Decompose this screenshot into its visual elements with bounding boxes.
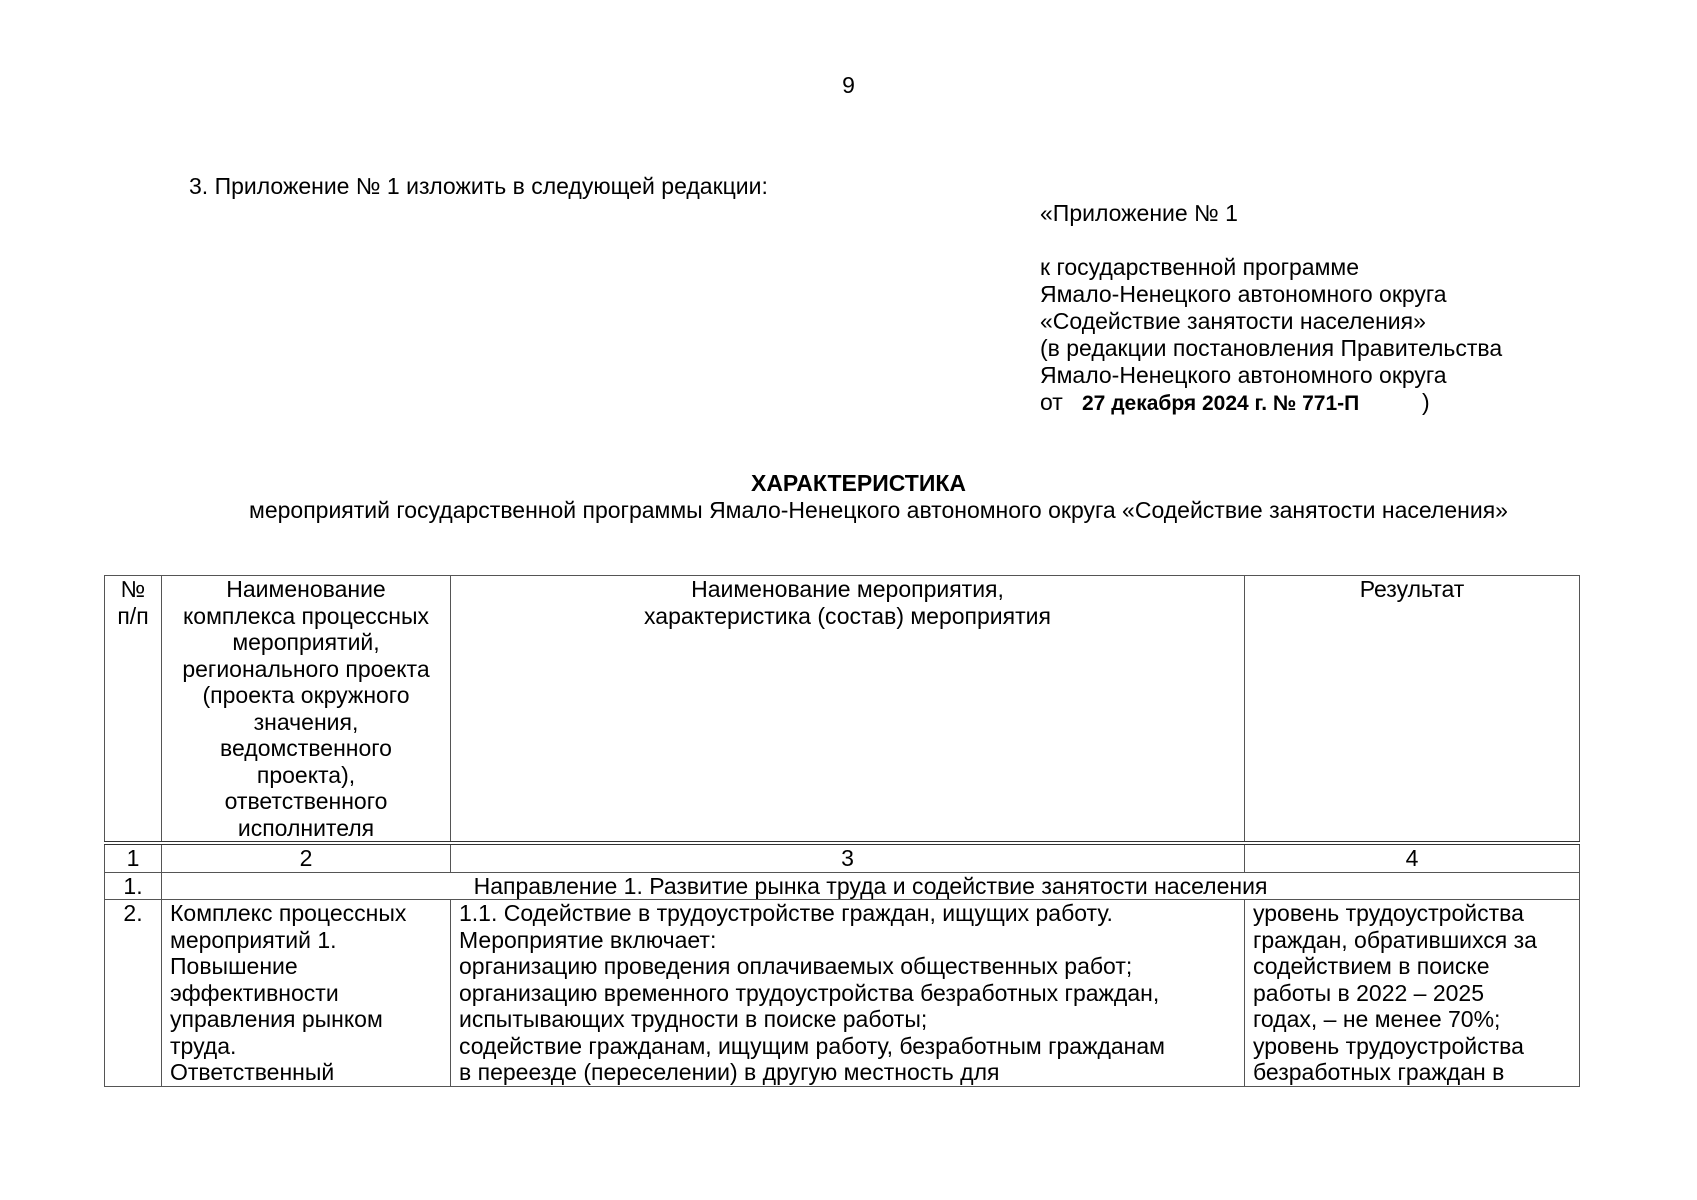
header-cell-number: № п/п — [105, 576, 162, 844]
header-cell-result: Результат — [1245, 576, 1580, 844]
table-row — [105, 900, 1580, 1087]
row-result: уровень трудоустройства граждан, обратившихся за содействием в поиске работы в 2022 – 2025 годах, – не менее 70%; уровень трудоустройства безработных граждан в — [1245, 900, 1580, 1087]
section-row — [105, 872, 1580, 900]
table-header-row — [105, 576, 1580, 844]
document-title: ХАРАКТЕРИСТИКА — [750, 470, 967, 496]
column-number-row — [105, 843, 1580, 872]
column-number: 2 — [162, 843, 451, 872]
instruction-text: 3. Приложение № 1 изложить в следующей редакции: — [189, 173, 768, 199]
appendix-line: «Содействие занятости населения» — [1040, 308, 1426, 334]
header-cell-measure: Наименование мероприятия, характеристика (состав) мероприятия — [451, 576, 1245, 844]
appendix-line: Ямало-Ненецкого автономного округа — [1040, 362, 1447, 388]
appendix-title: «Приложение № 1 — [1040, 200, 1238, 226]
row-measure: 1.1. Содействие в трудоустройстве граждан, ищущих работу. Мероприятие включает: организацию проведения оплачиваемых общественных работ; организацию временного трудоустройства безработных граждан, испытывающих трудности в поиске работы; содействие гражданам, ищущим работу, безработным гражданам в переезде (переселении) в другую местность для — [451, 900, 1245, 1087]
page-number: 9 — [842, 72, 855, 98]
row-number: 2. — [105, 900, 162, 1087]
column-number: 1 — [105, 843, 162, 872]
date-prefix: от — [1040, 389, 1063, 415]
appendix-block — [1040, 200, 1502, 417]
date-suffix: ) — [1422, 389, 1430, 415]
date-value: 27 декабря 2024 г. № 771-П — [1082, 392, 1360, 415]
section-number: 1. — [105, 872, 162, 900]
column-number: 3 — [451, 843, 1245, 872]
appendix-line: к государственной программе — [1040, 254, 1360, 280]
appendix-line: (в редакции постановления Правительства — [1040, 335, 1503, 361]
characteristics-table — [104, 575, 1580, 1087]
document-subtitle: мероприятий государственной программы Ямало-Ненецкого автономного округа «Содействие занятости населения» — [249, 497, 1508, 523]
section-title: Направление 1. Развитие рынка труда и содействие занятости населения — [162, 872, 1580, 900]
header-cell-complex: Наименование комплекса процессных мероприятий, регионального проекта (проекта окружного значения, ведомственного проекта), ответственного исполнителя — [162, 576, 451, 844]
column-number: 4 — [1245, 843, 1580, 872]
row-complex: Комплекс процессных мероприятий 1. Повышение эффективности управления рынком труда. Ответственный — [162, 900, 451, 1087]
appendix-date-line — [1040, 389, 1502, 417]
appendix-line: Ямало-Ненецкого автономного округа — [1040, 281, 1447, 307]
